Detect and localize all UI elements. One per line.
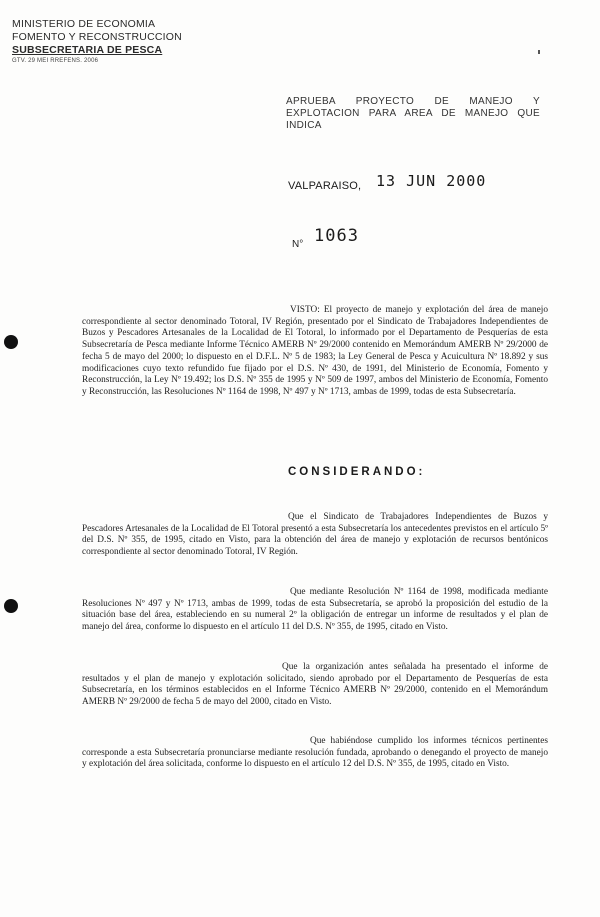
letterhead-department: FOMENTO Y RECONSTRUCCION: [12, 31, 182, 43]
letterhead-stamp-line: GTV. 29 MEI RREFENS. 2006: [12, 58, 99, 64]
considerando-text: Que el Sindicato de Trabajadores Independientes de Buzos y Pescadores Artesanales de la Localidad de El Totoral presentó a esta Subsecretaría los antecedentes previstos en el artículo 5º del D.S. Nº 355, de 1995, citado en Visto, para la obtención del área de manejo y explotación de recursos bentónicos correspondiente al sector denominado Totoral, IV Región.: [82, 512, 548, 558]
visto-paragraph: [82, 305, 548, 399]
letterhead-ministry: MINISTERIO DE ECONOMIA: [12, 18, 156, 30]
number-label: N°: [292, 239, 304, 250]
considerando-paragraph: [82, 512, 548, 559]
resolution-number: [292, 226, 359, 250]
considerando-text: Que habiéndose cumplido los informes técnicos pertinentes corresponde a esta Subsecretaría pronunciarse mediante resolución fundada, aprobando o denegando el proyecto de manejo y explotación del área solicitada, conforme lo dispuesto en el artículo 12 del D.S. Nº 355, de 1995, citado en Visto.: [82, 736, 548, 770]
place: VALPARAISO,: [288, 180, 362, 192]
visto-text: VISTO: El proyecto de manejo y explotación del área de manejo correspondiente al sector denominado Totoral, IV Región, presentado por el Sindicato de Trabajadores Independientes de Buzos y Pescadores Artesanales de la Localidad de El Totoral, lo informado por el Departamento de Pesquerías de esta Subsecretaría de Pesca mediante Informe Técnico AMERB Nº 29/2000 contenido en Memorándum AMERB Nº 29/2000 de fecha 5 de mayo del 2000; lo dispuesto en el D.F.L. Nº 5 de 1983; la Ley General de Pesca y Acuicultura Nº 18.892 y sus modificaciones cuyo texto refundido fue fijado por el D.S. Nº 430, de 1991, del Ministerio de Economía, Fomento y Reconstrucción, la Ley Nº 19.492; los D.S. Nº 355 de 1995 y Nº 509 de 1997, ambos del Ministerio de Economía, Fomento y Reconstrucción, las Resoluciones Nº 1164 de 1998, Nº 497 y Nº 1713, ambas de 1999, todas de esta Subsecretaría.: [82, 305, 548, 397]
subject-line: APRUEBA PROYECTO DE MANEJO Y EXPLOTACION PARA AREA DE MANEJO QUE INDICA: [286, 96, 540, 131]
punch-hole: [4, 335, 18, 349]
punch-hole: [4, 599, 18, 613]
letterhead-subsecretaria: SUBSECRETARIA DE PESCA: [12, 44, 163, 56]
considerando-paragraph: [82, 587, 548, 634]
place-date: [288, 172, 588, 194]
considerando-text: Que mediante Resolución Nº 1164 de 1998, modificada mediante Resoluciones Nº 497 y Nº 1713, ambas de 1999, todas de esta Subsecretaría, se aprobó la proposición del estudio de la situación base del área, estableciendo en su numeral 2º la obligación de entregar un informe de resultados y el plan de manejo del área, conforme lo dispuesto en el artículo 11 del D.S. Nº 355, de 1995, citado en Visto.: [82, 587, 548, 633]
letterhead: [12, 18, 212, 65]
number-value: 1063: [314, 226, 359, 246]
scan-speck: [538, 50, 540, 54]
considerando-text: Que la organización antes señalada ha presentado el informe de resultados y el plan de manejo y explotación solicitado, siendo aprobado por el Departamento de Pesquerías de esta Subsecretaría, en los términos establecidos en el Informe Técnico AMERB Nº 29/2000, contenido en el Memorándum AMERB Nº 29/2000 de fecha 5 de mayo del 2000, citado en Visto.: [82, 662, 548, 708]
date-stamp: 13 JUN 2000: [376, 172, 487, 190]
considerando-heading: CONSIDERANDO:: [288, 466, 426, 478]
considerando-paragraph: [82, 736, 548, 771]
considerando-paragraph: [82, 662, 548, 709]
